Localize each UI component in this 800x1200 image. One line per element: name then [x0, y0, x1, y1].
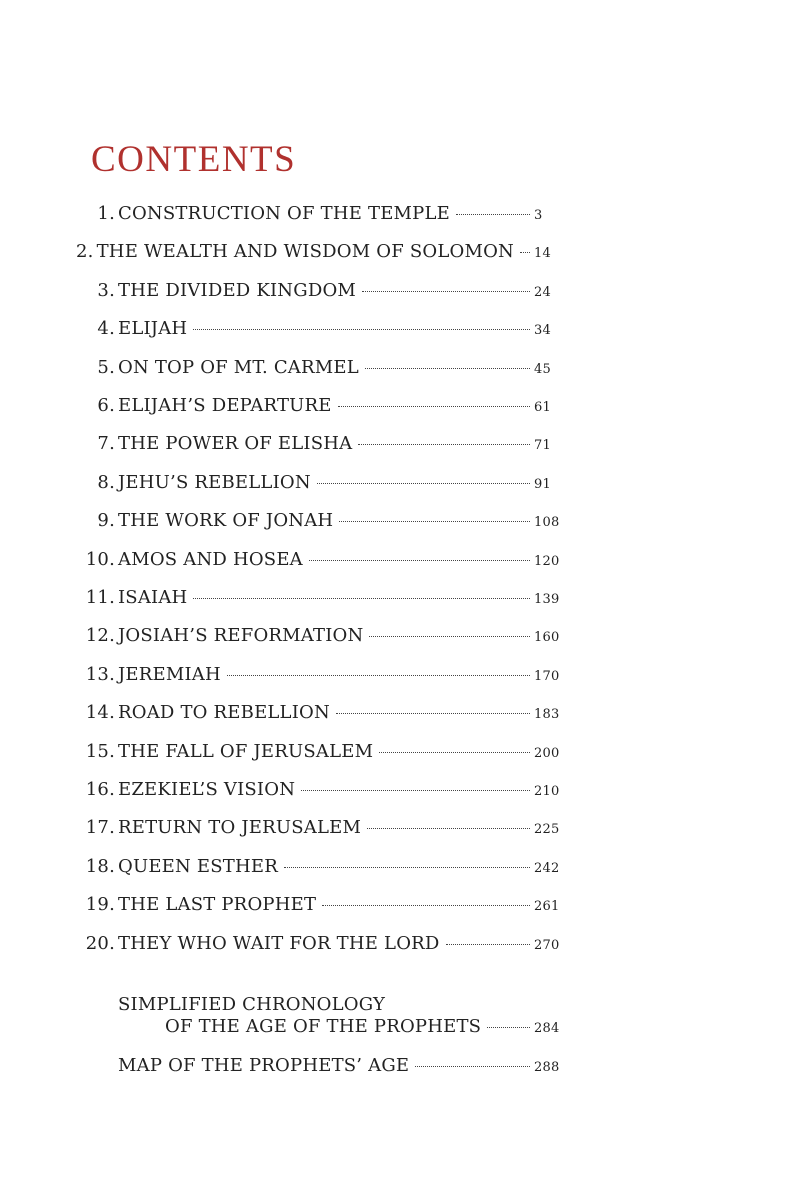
- page-number: 14: [534, 246, 551, 262]
- toc-entry[interactable]: [0, 510, 560, 534]
- page-number: 242: [534, 860, 560, 876]
- chapter-title: THEY WHO WAIT FOR THE LORD: [118, 932, 440, 954]
- dot-leader: [520, 252, 530, 253]
- appendix-chronology-line2: OF THE AGE OF THE PROPHETS: [165, 1016, 482, 1037]
- chapter-number: 13.: [85, 663, 115, 685]
- page-number: 120: [534, 553, 560, 569]
- page-number: 139: [534, 592, 560, 607]
- toc-entry[interactable]: [0, 741, 560, 765]
- chapter-title: ELIJAH’S DEPARTURE: [118, 395, 332, 416]
- page-number: 261: [534, 899, 560, 915]
- page-number: 61: [534, 400, 551, 415]
- chapter-number: 4.: [97, 318, 115, 340]
- chapter-title: JEHU’S REBELLION: [118, 471, 311, 493]
- chapter-number: 18.: [85, 855, 115, 877]
- page-number: 24: [534, 284, 551, 300]
- page-number: 200: [534, 745, 560, 761]
- chapter-number: 19.: [85, 894, 115, 916]
- toc-entry[interactable]: [0, 625, 560, 649]
- chapter-title: ELIJAH: [118, 318, 188, 340]
- chapter-title: QUEEN ESTHER: [118, 855, 278, 877]
- toc-entry[interactable]: [0, 318, 560, 342]
- appendix-chronology-line1: SIMPLIFIED CHRONOLOGY: [118, 994, 386, 1015]
- toc-entry[interactable]: [0, 395, 560, 419]
- chapter-number: 5.: [97, 356, 115, 378]
- toc-entry[interactable]: [0, 933, 560, 957]
- page-number: 288: [534, 1060, 560, 1075]
- toc-entry[interactable]: [0, 702, 560, 726]
- page-number: 3: [534, 208, 543, 223]
- dot-leader: [193, 598, 530, 599]
- chapter-number: 15.: [85, 740, 115, 762]
- toc-entry[interactable]: [0, 280, 560, 304]
- page-number: 170: [534, 668, 560, 684]
- chapter-title: THE WEALTH AND WISDOM OF SOLOMON: [96, 241, 514, 263]
- chapter-number: 8.: [97, 471, 115, 493]
- page-number: 225: [534, 822, 560, 838]
- chapter-number: 14.: [85, 702, 115, 724]
- chapter-number: 1.: [97, 203, 115, 224]
- toc-entry[interactable]: [0, 472, 560, 496]
- toc-entry[interactable]: [0, 779, 560, 803]
- dot-leader: [339, 521, 530, 522]
- page-number: 160: [534, 630, 560, 646]
- toc-entry[interactable]: [0, 664, 560, 688]
- dot-leader: [367, 828, 530, 829]
- chapter-title: THE WORK OF JONAH: [118, 510, 334, 532]
- toc-entry[interactable]: [0, 587, 560, 611]
- page-number: 183: [534, 707, 560, 723]
- appendix-chronology[interactable]: [0, 1016, 560, 1040]
- dot-leader: [369, 636, 530, 637]
- dot-leader: [227, 675, 530, 676]
- toc-entry[interactable]: [0, 241, 560, 265]
- dot-leader: [322, 905, 530, 906]
- dot-leader: [362, 291, 530, 292]
- chapter-number: 11.: [85, 587, 115, 608]
- chapter-number: 7.: [97, 433, 115, 455]
- chapter-title: CONSTRUCTION OF THE TEMPLE: [118, 203, 450, 224]
- dot-leader: [301, 790, 530, 791]
- toc-entry[interactable]: [0, 357, 560, 381]
- dot-leader: [446, 944, 530, 945]
- dot-leader: [415, 1066, 530, 1067]
- toc-entry[interactable]: [0, 817, 560, 841]
- chapter-number: 16.: [85, 779, 115, 800]
- dot-leader: [358, 444, 530, 445]
- dot-leader: [379, 752, 530, 753]
- chapter-number: 12.: [85, 625, 115, 647]
- chapter-title: AMOS AND HOSEA: [118, 548, 303, 570]
- page-number: 45: [534, 361, 551, 377]
- toc-entry[interactable]: [0, 856, 560, 880]
- toc-entry[interactable]: [0, 894, 560, 918]
- dot-leader: [365, 368, 530, 369]
- appendix-map-label: MAP OF THE PROPHETS’ AGE: [118, 1055, 410, 1076]
- toc-entry[interactable]: [0, 203, 560, 227]
- dot-leader: [487, 1027, 530, 1028]
- dot-leader: [456, 214, 530, 215]
- toc-entry[interactable]: [0, 549, 560, 573]
- chapter-number: 3.: [97, 279, 115, 301]
- dot-leader: [284, 867, 530, 868]
- page-number: 270: [534, 937, 560, 953]
- chapter-title: JOSIAH’S REFORMATION: [118, 625, 364, 647]
- dot-leader: [338, 406, 530, 407]
- toc-entry[interactable]: [0, 433, 560, 457]
- chapter-number: 17.: [85, 817, 115, 839]
- page-number: 210: [534, 784, 560, 799]
- chapter-title: RETURN TO JERUSALEM: [118, 817, 362, 839]
- page-number: 108: [534, 515, 560, 531]
- chapter-number: 20.: [85, 932, 115, 954]
- dot-leader: [317, 483, 530, 484]
- chapter-number: 9.: [97, 510, 115, 532]
- appendix-map[interactable]: [0, 1055, 560, 1079]
- page-number: 34: [534, 323, 551, 339]
- chapter-title: ON TOP OF MT. CARMEL: [118, 356, 359, 378]
- dot-leader: [309, 560, 530, 561]
- chapter-title: THE LAST PROPHET: [118, 894, 317, 916]
- chapter-title: ROAD TO REBELLION: [118, 702, 330, 724]
- page-title: CONTENTS: [91, 139, 297, 180]
- chapter-title: EZEKIEL’S VISION: [118, 779, 296, 800]
- chapter-title: THE DIVIDED KINGDOM: [118, 279, 357, 301]
- page-number: 91: [534, 476, 551, 492]
- page-number: 284: [534, 1021, 560, 1036]
- chapter-title: THE FALL OF JERUSALEM: [118, 740, 374, 762]
- chapter-number: 2.: [76, 241, 94, 263]
- chapter-title: JEREMIAH: [118, 663, 221, 685]
- chapter-title: THE POWER OF ELISHA: [118, 433, 353, 455]
- chapter-number: 10.: [85, 548, 115, 570]
- chapter-title: ISAIAH: [118, 587, 188, 608]
- page-number: 71: [534, 438, 551, 454]
- dot-leader: [193, 329, 530, 330]
- chapter-number: 6.: [97, 395, 115, 416]
- dot-leader: [336, 713, 530, 714]
